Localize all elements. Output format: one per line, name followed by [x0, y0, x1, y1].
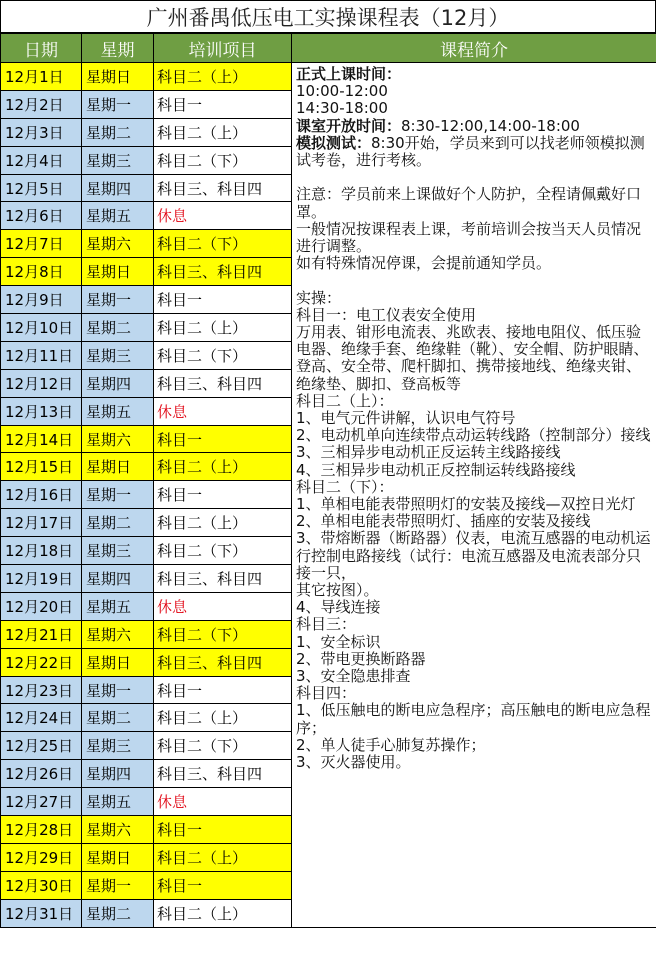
intro-line — [296, 169, 652, 186]
intro-value: 8:30开始，学员来到可以找老师领模拟测试考卷，进行考核。 — [296, 133, 645, 170]
weekday-cell: 星期六 — [82, 230, 154, 258]
intro-label: 正式上课时间： — [296, 65, 402, 83]
intro-line — [296, 393, 652, 410]
weekday-cell: 星期日 — [82, 453, 154, 481]
intro-line — [296, 651, 652, 668]
weekday-cell: 星期四 — [82, 565, 154, 593]
subject-cell: 科目三、科目四 — [154, 760, 292, 788]
date-cell: 12月16日 — [1, 481, 82, 509]
rest-day-cell: 休息 — [154, 788, 292, 816]
subject-cell: 科目二（上） — [154, 843, 292, 871]
date-cell: 12月21日 — [1, 620, 82, 648]
date-cell: 12月30日 — [1, 871, 82, 899]
date-cell: 12月12日 — [1, 369, 82, 397]
date-cell: 12月24日 — [1, 704, 82, 732]
subject-cell: 科目二（上） — [154, 118, 292, 146]
rest-day-cell: 休息 — [154, 397, 292, 425]
rest-day-cell: 休息 — [154, 592, 292, 620]
subject-cell: 科目二（下） — [154, 146, 292, 174]
date-cell: 12月23日 — [1, 676, 82, 704]
date-cell: 12月26日 — [1, 760, 82, 788]
subject-cell: 科目三、科目四 — [154, 174, 292, 202]
weekday-cell: 星期六 — [82, 620, 154, 648]
date-cell: 12月8日 — [1, 258, 82, 286]
date-cell: 12月20日 — [1, 592, 82, 620]
intro-line — [296, 444, 652, 461]
subject-cell: 科目三、科目四 — [154, 565, 292, 593]
intro-text: 10:00-12:00 — [296, 82, 388, 101]
intro-line — [296, 513, 652, 530]
subject-cell: 科目二（下） — [154, 537, 292, 565]
subject-cell: 科目一 — [154, 676, 292, 704]
subject-cell: 科目三、科目四 — [154, 258, 292, 286]
header-date: 日期 — [1, 34, 82, 63]
subject-cell: 科目一 — [154, 90, 292, 118]
date-cell: 12月31日 — [1, 899, 82, 927]
weekday-cell: 星期一 — [82, 286, 154, 314]
table-row — [1, 63, 656, 91]
intro-line — [296, 255, 652, 272]
intro-line — [296, 754, 652, 771]
intro-line — [296, 530, 652, 582]
subject-cell: 科目一 — [154, 481, 292, 509]
intro-line — [296, 427, 652, 444]
weekday-cell: 星期二 — [82, 314, 154, 342]
date-cell: 12月15日 — [1, 453, 82, 481]
intro-text: 3、三相异步电动机正反运转主线路接线 — [296, 443, 561, 462]
intro-text: 科目四： — [296, 684, 357, 703]
weekday-cell: 星期五 — [82, 788, 154, 816]
date-cell: 12月28日 — [1, 816, 82, 844]
weekday-cell: 星期二 — [82, 509, 154, 537]
weekday-cell: 星期日 — [82, 648, 154, 676]
page-title: 广州番禺低压电工实操课程表（12月） — [0, 0, 656, 33]
weekday-cell: 星期日 — [82, 63, 154, 91]
weekday-cell: 星期三 — [82, 341, 154, 369]
header-row — [1, 34, 656, 63]
date-cell: 12月4日 — [1, 146, 82, 174]
intro-line — [296, 118, 652, 135]
intro-line — [296, 702, 652, 736]
intro-text: 3、灭火器使用。 — [296, 753, 411, 772]
subject-cell: 科目一 — [154, 871, 292, 899]
weekday-cell: 星期六 — [82, 816, 154, 844]
intro-text: 1、低压触电的断电应急程序；高压触电的断电应急程序； — [296, 701, 651, 737]
weekday-cell: 星期四 — [82, 369, 154, 397]
intro-text: 3、带熔断器（断路器）仪表，电流互感器的电动机运行控制电路接线（试行：电流互感器及电流表部分只接一只， — [296, 529, 651, 582]
intro-text: 4、导线连接 — [296, 598, 381, 617]
weekday-cell: 星期一 — [82, 90, 154, 118]
intro-text: 1、电气元件讲解，认识电气符号 — [296, 409, 516, 428]
intro-line — [296, 496, 652, 513]
intro-line — [296, 616, 652, 633]
intro-text: 1、安全标识 — [296, 632, 381, 651]
intro-line — [296, 100, 652, 117]
intro-text: 万用表、钳形电流表、兆欧表、接地电阻仪、低压验电器、绝缘手套、绝缘鞋（靴）、安全帽、防护眼睛、登高、安全带、爬杆脚扣、携带接地线、绝缘夹钳、绝缘垫、脚扣、登高板等 — [296, 323, 649, 393]
date-cell: 12月27日 — [1, 788, 82, 816]
intro-line — [296, 685, 652, 702]
intro-text: 2、带电更换断路器 — [296, 649, 426, 668]
subject-cell: 科目二（上） — [154, 63, 292, 91]
subject-cell: 科目二（下） — [154, 620, 292, 648]
date-cell: 12月2日 — [1, 90, 82, 118]
subject-cell: 科目三、科目四 — [154, 648, 292, 676]
intro-line — [296, 479, 652, 496]
weekday-cell: 星期五 — [82, 592, 154, 620]
intro-text: 4、三相异步电动机正反控制运转线路接线 — [296, 460, 576, 479]
intro-line — [296, 221, 652, 255]
weekday-cell: 星期五 — [82, 397, 154, 425]
subject-cell: 科目一 — [154, 425, 292, 453]
weekday-cell: 星期日 — [82, 258, 154, 286]
subject-cell: 科目二（上） — [154, 453, 292, 481]
intro-line — [296, 186, 652, 220]
date-cell: 12月11日 — [1, 341, 82, 369]
weekday-cell: 星期五 — [82, 202, 154, 230]
subject-cell: 科目二（上） — [154, 314, 292, 342]
subject-cell: 科目一 — [154, 286, 292, 314]
course-intro — [292, 63, 656, 928]
date-cell: 12月3日 — [1, 118, 82, 146]
intro-line — [296, 135, 652, 169]
intro-text: 1、单相电能表带照明灯的安装及接线—双控日光灯 — [296, 495, 636, 514]
weekday-cell: 星期一 — [82, 676, 154, 704]
intro-text: 实操： — [296, 288, 342, 307]
intro-text: 14:30-18:00 — [296, 99, 388, 118]
intro-line — [296, 737, 652, 754]
date-cell: 12月18日 — [1, 537, 82, 565]
subject-cell: 科目一 — [154, 816, 292, 844]
weekday-cell: 星期二 — [82, 899, 154, 927]
date-cell: 12月13日 — [1, 397, 82, 425]
weekday-cell: 星期四 — [82, 760, 154, 788]
intro-label: 课室开放时间： — [296, 116, 402, 135]
intro-text: 其它按图）。 — [296, 581, 379, 600]
header-intro: 课程简介 — [292, 34, 656, 63]
schedule-table — [0, 33, 656, 928]
weekday-cell: 星期一 — [82, 871, 154, 899]
date-cell: 12月29日 — [1, 843, 82, 871]
intro-line — [296, 582, 652, 599]
subject-cell: 科目二（下） — [154, 341, 292, 369]
header-subject: 培训项目 — [154, 34, 292, 63]
intro-text: 3、安全隐患排查 — [296, 667, 411, 686]
intro-line — [296, 290, 652, 307]
intro-text: 科目二（下）： — [296, 477, 394, 496]
intro-line — [296, 462, 652, 479]
intro-line — [296, 668, 652, 685]
intro-line — [296, 272, 652, 289]
weekday-cell: 星期三 — [82, 537, 154, 565]
intro-line — [296, 324, 652, 393]
subject-cell: 科目二（上） — [154, 509, 292, 537]
date-cell: 12月17日 — [1, 509, 82, 537]
subject-cell: 科目二（下） — [154, 230, 292, 258]
weekday-cell: 星期日 — [82, 843, 154, 871]
date-cell: 12月22日 — [1, 648, 82, 676]
intro-text: 2、单人徒手心肺复苏操作； — [296, 735, 486, 754]
weekday-cell: 星期三 — [82, 146, 154, 174]
intro-label: 模拟测试： — [296, 133, 372, 152]
intro-text: 2、单相电能表带照明灯、插座的安装及接线 — [296, 512, 591, 531]
date-cell: 12月14日 — [1, 425, 82, 453]
intro-line — [296, 410, 652, 427]
subject-cell: 科目三、科目四 — [154, 369, 292, 397]
header-weekday: 星期 — [82, 34, 154, 63]
weekday-cell: 星期六 — [82, 425, 154, 453]
date-cell: 12月1日 — [1, 63, 82, 91]
intro-text: 一般情况按课程表上课，考前培训会按当天人员情况进行调整。 — [296, 219, 642, 256]
weekday-cell: 星期四 — [82, 174, 154, 202]
intro-line — [296, 83, 652, 100]
date-cell: 12月6日 — [1, 202, 82, 230]
subject-cell: 科目二（下） — [154, 732, 292, 760]
weekday-cell: 星期三 — [82, 732, 154, 760]
intro-line — [296, 66, 652, 83]
subject-cell: 科目二（上） — [154, 899, 292, 927]
subject-cell: 科目二（上） — [154, 704, 292, 732]
intro-line — [296, 599, 652, 616]
weekday-cell: 星期一 — [82, 481, 154, 509]
intro-value: 8:30-12:00,14:00-18:00 — [401, 116, 580, 135]
intro-text: 科目一：电工仪表安全使用 — [296, 305, 477, 324]
intro-text: 如有特殊情况停课，会提前通知学员。 — [296, 254, 552, 273]
date-cell: 12月9日 — [1, 286, 82, 314]
rest-day-cell: 休息 — [154, 202, 292, 230]
date-cell: 12月7日 — [1, 230, 82, 258]
intro-text: 注意：学员前来上课做好个人防护，全程请佩戴好口罩。 — [296, 185, 642, 221]
date-cell: 12月25日 — [1, 732, 82, 760]
intro-text: 2、电动机单向连续带点动运转线路（控制部分）接线 — [296, 426, 651, 445]
intro-text: 科目三： — [296, 615, 357, 634]
date-cell: 12月10日 — [1, 314, 82, 342]
schedule-body — [1, 63, 656, 928]
weekday-cell: 星期二 — [82, 704, 154, 732]
date-cell: 12月19日 — [1, 565, 82, 593]
weekday-cell: 星期二 — [82, 118, 154, 146]
date-cell: 12月5日 — [1, 174, 82, 202]
intro-line — [296, 307, 652, 324]
intro-line — [296, 634, 652, 651]
intro-text: 科目二（上）： — [296, 391, 394, 410]
